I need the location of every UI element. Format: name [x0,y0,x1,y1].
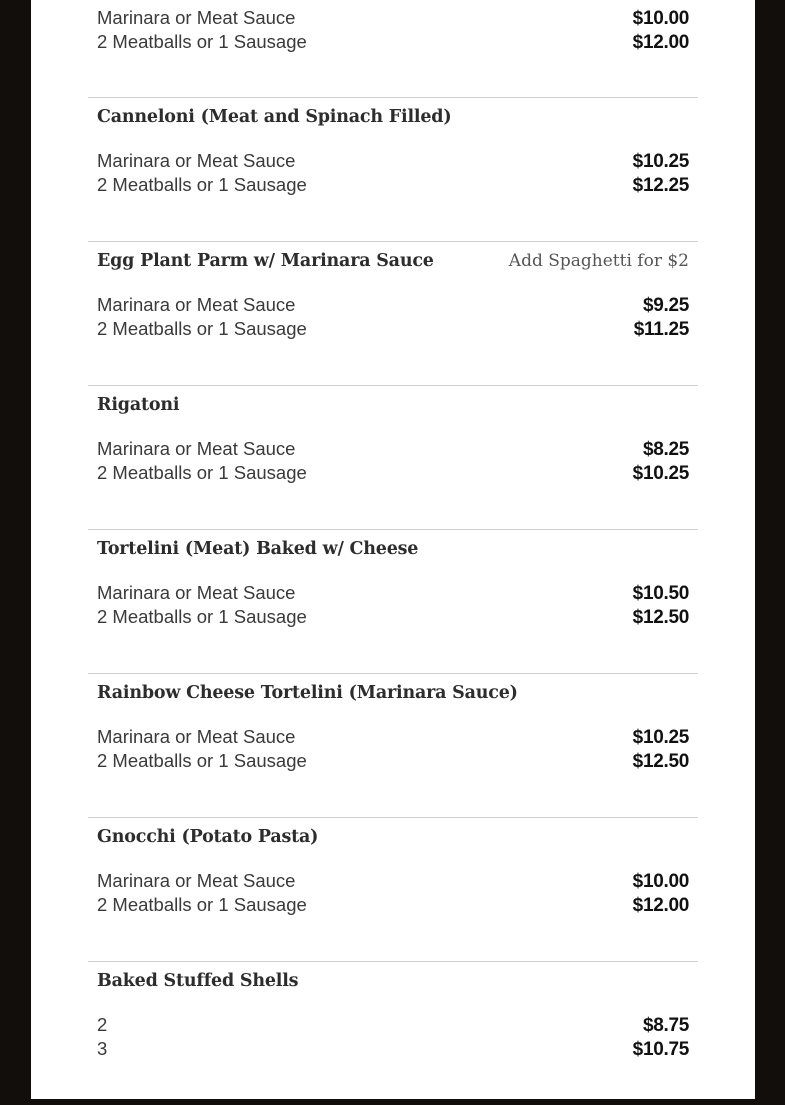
item-title: Baked Stuffed Shells [97,971,299,991]
menu-section [88,673,698,817]
menu-section [88,241,698,385]
menu-page [31,0,755,1099]
item-note: Add Spaghetti for $2 [508,251,689,271]
option-price: $10.00 [632,8,689,29]
menu-section [88,385,698,529]
price-row [97,1013,689,1037]
option-label: Marinara or Meat Sauce [97,726,296,747]
option-price: $8.25 [642,439,689,460]
price-list [97,581,689,629]
price-row [97,461,689,485]
option-price: $12.50 [632,607,689,628]
option-price: $10.25 [632,727,689,748]
price-row [97,149,689,173]
item-header [97,539,689,559]
option-label: Marinara or Meat Sauce [97,7,296,28]
option-label: 2 Meatballs or 1 Sausage [97,174,307,195]
option-label: Marinara or Meat Sauce [97,294,296,315]
item-title: Rigatoni [97,395,180,415]
option-price: $11.25 [633,319,689,340]
option-label: 3 [97,1038,108,1059]
option-label: Marinara or Meat Sauce [97,150,296,171]
price-row [97,6,689,30]
price-list [97,6,689,54]
option-price: $12.00 [632,32,689,53]
item-header [97,107,689,127]
menu-section [88,961,698,1105]
price-list [97,149,689,197]
item-title: Egg Plant Parm w/ Marinara Sauce [97,251,434,271]
pasta-menu [88,0,698,1105]
menu-section [88,529,698,673]
price-list [97,869,689,917]
option-price: $12.00 [632,895,689,916]
price-row [97,893,689,917]
option-label: 2 [97,1014,108,1035]
price-list [97,1013,689,1061]
option-price: $12.50 [632,751,689,772]
option-price: $10.75 [632,1039,689,1060]
option-label: Marinara or Meat Sauce [97,438,296,459]
option-label: 2 Meatballs or 1 Sausage [97,606,307,627]
option-price: $9.25 [642,295,689,316]
item-title: Canneloni (Meat and Spinach Filled) [97,107,452,127]
item-title: Tortelini (Meat) Baked w/ Cheese [97,539,419,559]
option-price: $12.25 [632,175,689,196]
option-label: 2 Meatballs or 1 Sausage [97,462,307,483]
item-header [97,971,689,991]
option-label: Marinara or Meat Sauce [97,582,296,603]
price-row [97,869,689,893]
price-row [97,30,689,54]
option-label: 2 Meatballs or 1 Sausage [97,318,307,339]
price-row [97,437,689,461]
price-list [97,293,689,341]
item-header [97,827,689,847]
item-title: Gnocchi (Potato Pasta) [97,827,319,847]
price-list [97,725,689,773]
menu-section [88,817,698,961]
option-price: $10.25 [632,463,689,484]
item-header [97,251,689,271]
item-header [97,683,689,703]
option-label: Marinara or Meat Sauce [97,870,296,891]
item-header [97,395,689,415]
menu-section [88,97,698,241]
option-price: $8.75 [642,1015,689,1036]
option-label: 2 Meatballs or 1 Sausage [97,31,307,52]
option-label: 2 Meatballs or 1 Sausage [97,894,307,915]
price-row [97,749,689,773]
option-label: 2 Meatballs or 1 Sausage [97,750,307,771]
price-row [97,605,689,629]
price-row [97,725,689,749]
price-row [97,293,689,317]
price-list [97,437,689,485]
option-price: $10.00 [632,871,689,892]
option-price: $10.50 [632,583,689,604]
price-row [97,173,689,197]
menu-section [88,0,698,97]
option-price: $10.25 [632,151,689,172]
item-title: Rainbow Cheese Tortelini (Marinara Sauce) [97,683,518,703]
price-row [97,1037,689,1061]
price-row [97,581,689,605]
price-row [97,317,689,341]
